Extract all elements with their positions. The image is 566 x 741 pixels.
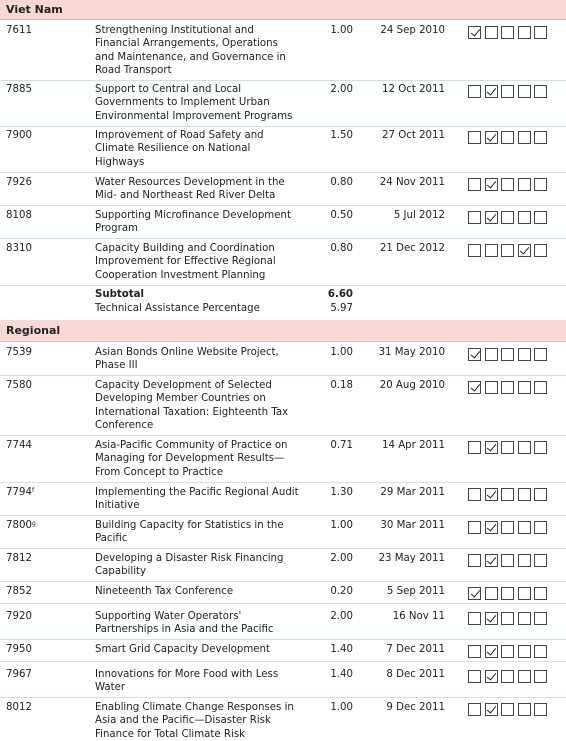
approval-date: 24 Sep 2010: [380, 25, 445, 36]
approval-date: 16 Nov 11: [392, 611, 445, 622]
empty-checkbox: [534, 26, 547, 39]
empty-checkbox: [534, 348, 547, 361]
project-number: 7920: [6, 611, 32, 622]
project-name: Capacity Building and Coordination Improvement for Effective Regional Cooperation Investment Planning: [95, 243, 276, 281]
checked-checkbox: [485, 521, 498, 534]
empty-checkbox: [534, 244, 547, 257]
table-row: [0, 610, 566, 640]
project-number: 7900: [6, 130, 32, 141]
checked-checkbox: [485, 670, 498, 683]
project-number: 7794$^f$: [6, 487, 35, 498]
empty-checkbox: [518, 85, 531, 98]
project-amount: 1.00: [330, 702, 353, 713]
project-name: Supporting Microfinance Development Program: [95, 210, 291, 235]
empty-checkbox: [468, 703, 481, 716]
empty-checkbox: [518, 554, 531, 567]
table-row: [0, 83, 566, 127]
project-name: Building Capacity for Statistics in the Pacific: [95, 520, 284, 545]
empty-checkbox: [518, 670, 531, 683]
project-number: 7539: [6, 347, 32, 358]
approval-date: 20 Aug 2010: [379, 380, 445, 391]
project-amount: 0.71: [330, 440, 353, 451]
project-name: Smart Grid Capacity Development: [95, 644, 271, 655]
empty-checkbox: [501, 645, 514, 658]
empty-checkbox: [518, 612, 531, 625]
table-row: [0, 519, 566, 549]
empty-checkbox: [534, 587, 547, 600]
approval-date: 14 Apr 2011: [382, 440, 445, 451]
empty-checkbox: [485, 348, 498, 361]
empty-checkbox: [501, 178, 514, 191]
project-name: Support to Central and Local Governments to Implement Urban Environmental Improvement Programs: [95, 84, 293, 122]
project-name: Asia-Pacific Community of Practice on Managing for Development Results—From Concept to Practice: [95, 440, 288, 478]
approval-date: 29 Mar 2011: [380, 487, 445, 498]
empty-checkbox: [518, 441, 531, 454]
empty-checkbox: [534, 488, 547, 501]
project-number: 8108: [6, 210, 32, 221]
checked-checkbox: [485, 178, 498, 191]
empty-checkbox: [485, 26, 498, 39]
status-checkboxes: [468, 131, 551, 144]
checked-checkbox: [485, 703, 498, 716]
project-name: Strengthening Institutional and Financial Arrangements, Operations and Maintenance, and Governance in Road Transport: [95, 25, 286, 77]
status-checkboxes: [468, 587, 551, 600]
approval-date: 7 Dec 2011: [386, 644, 445, 655]
empty-checkbox: [518, 348, 531, 361]
approval-date: 24 Nov 2011: [379, 177, 445, 188]
status-checkboxes: [468, 85, 551, 98]
empty-checkbox: [534, 554, 547, 567]
empty-checkbox: [468, 554, 481, 567]
empty-checkbox: [468, 521, 481, 534]
empty-checkbox: [501, 488, 514, 501]
empty-checkbox: [501, 703, 514, 716]
empty-checkbox: [468, 670, 481, 683]
empty-checkbox: [485, 587, 498, 600]
status-checkboxes: [468, 488, 551, 501]
table-row: [0, 668, 566, 698]
project-number: 8012: [6, 702, 32, 713]
empty-checkbox: [518, 381, 531, 394]
project-amount: 1.50: [330, 130, 353, 141]
empty-checkbox: [518, 178, 531, 191]
project-number: 7800$^g$: [6, 520, 36, 531]
empty-checkbox: [534, 645, 547, 658]
empty-checkbox: [501, 244, 514, 257]
empty-checkbox: [501, 26, 514, 39]
empty-checkbox: [501, 521, 514, 534]
checked-checkbox: [485, 554, 498, 567]
section-header-regional: [0, 320, 566, 342]
status-checkboxes: [468, 645, 551, 658]
approval-date: 21 Dec 2012: [379, 243, 445, 254]
status-checkboxes: [468, 26, 551, 39]
footnote-mark: f: [31, 487, 35, 494]
project-name: Supporting Water Operators' Partnerships in Asia and the Pacific: [95, 611, 274, 636]
empty-checkbox: [534, 441, 547, 454]
empty-checkbox: [501, 348, 514, 361]
table-row: [0, 346, 566, 376]
project-name: Enabling Climate Change Responses in Asia and the Pacific—Disaster Risk Finance for Total Climate Risk: [95, 702, 294, 740]
project-number: 7744: [6, 440, 32, 451]
status-checkboxes: [468, 211, 551, 224]
approval-date: 12 Oct 2011: [382, 84, 445, 95]
table-row: [0, 379, 566, 436]
empty-checkbox: [518, 521, 531, 534]
empty-checkbox: [501, 554, 514, 567]
status-checkboxes: [468, 348, 551, 361]
empty-checkbox: [468, 488, 481, 501]
empty-checkbox: [501, 381, 514, 394]
project-amount: 0.18: [330, 380, 353, 391]
empty-checkbox: [534, 131, 547, 144]
empty-checkbox: [518, 211, 531, 224]
status-checkboxes: [468, 554, 551, 567]
empty-checkbox: [468, 85, 481, 98]
status-checkboxes: [468, 441, 551, 454]
empty-checkbox: [485, 381, 498, 394]
checked-checkbox: [468, 26, 481, 39]
checked-checkbox: [518, 244, 531, 257]
approval-date: 31 May 2010: [378, 347, 445, 358]
project-amount: 2.00: [330, 553, 353, 564]
table-row: [0, 552, 566, 582]
project-amount: 1.00: [330, 520, 353, 531]
ta-percentage-value: 5.97: [330, 303, 353, 314]
empty-checkbox: [518, 645, 531, 658]
project-amount: 0.50: [330, 210, 353, 221]
empty-checkbox: [534, 85, 547, 98]
status-checkboxes: [468, 670, 551, 683]
project-name: Nineteenth Tax Conference: [95, 586, 234, 597]
empty-checkbox: [518, 131, 531, 144]
empty-checkbox: [534, 703, 547, 716]
checked-checkbox: [485, 131, 498, 144]
empty-checkbox: [518, 26, 531, 39]
project-name: Implementing the Pacific Regional Audit Initiative: [95, 487, 299, 512]
checked-checkbox: [485, 85, 498, 98]
project-number: 7885: [6, 84, 32, 95]
status-checkboxes: [468, 178, 551, 191]
ta-percentage-row: [0, 302, 566, 316]
project-number: 7580: [6, 380, 32, 391]
table-row: [0, 701, 566, 739]
approval-date: 23 May 2011: [378, 553, 445, 564]
empty-checkbox: [468, 131, 481, 144]
empty-checkbox: [501, 211, 514, 224]
empty-checkbox: [501, 612, 514, 625]
checked-checkbox: [468, 587, 481, 600]
section-title: Regional: [6, 324, 61, 337]
project-name: Developing a Disaster Risk Financing Capability: [95, 553, 284, 578]
subtotal-row: [0, 288, 566, 302]
project-number: 7812: [6, 553, 32, 564]
project-amount: 1.00: [330, 347, 353, 358]
project-name: Water Resources Development in the Mid- and Northeast Red River Delta: [95, 177, 285, 202]
approval-date: 27 Oct 2011: [382, 130, 445, 141]
project-number: 7926: [6, 177, 32, 188]
checked-checkbox: [485, 612, 498, 625]
footnote-mark: g: [31, 520, 36, 527]
status-checkboxes: [468, 521, 551, 534]
project-amount: 1.30: [330, 487, 353, 498]
empty-checkbox: [468, 211, 481, 224]
checked-checkbox: [468, 348, 481, 361]
approval-date: 8 Dec 2011: [386, 669, 445, 680]
project-name: Innovations for More Food with Less Water: [95, 669, 279, 694]
project-name: Improvement of Road Safety and Climate Resilience on National Highways: [95, 130, 264, 168]
status-checkboxes: [468, 381, 551, 394]
project-number: 8310: [6, 243, 32, 254]
empty-checkbox: [534, 612, 547, 625]
table-row: [0, 585, 566, 604]
project-number: 7611: [6, 25, 32, 36]
empty-checkbox: [534, 670, 547, 683]
empty-checkbox: [534, 211, 547, 224]
project-amount: 1.40: [330, 669, 353, 680]
status-checkboxes: [468, 612, 551, 625]
table-row: [0, 486, 566, 516]
status-checkboxes: [468, 703, 551, 716]
approval-date: 30 Mar 2011: [380, 520, 445, 531]
empty-checkbox: [468, 244, 481, 257]
empty-checkbox: [501, 670, 514, 683]
section-header-viet-nam: [0, 0, 566, 20]
project-amount: 2.00: [330, 611, 353, 622]
empty-checkbox: [534, 521, 547, 534]
project-amount: 0.20: [330, 586, 353, 597]
checked-checkbox: [485, 211, 498, 224]
ta-percentage-label: Technical Assistance Percentage: [95, 303, 260, 314]
checked-checkbox: [485, 488, 498, 501]
empty-checkbox: [534, 178, 547, 191]
table-row: [0, 209, 566, 239]
empty-checkbox: [468, 178, 481, 191]
approval-date: 5 Jul 2012: [393, 210, 445, 221]
project-amount: 0.80: [330, 177, 353, 188]
subtotal-value: 6.60: [327, 289, 353, 300]
project-number: 7967: [6, 669, 32, 680]
table-row: [0, 242, 566, 286]
project-name: Asian Bonds Online Website Project, Phase III: [95, 347, 279, 372]
empty-checkbox: [501, 131, 514, 144]
checked-checkbox: [485, 441, 498, 454]
project-number: 7852: [6, 586, 32, 597]
empty-checkbox: [501, 441, 514, 454]
project-name: Capacity Development of Selected Developing Member Countries on International Taxation: Eighteenth Tax Conference: [95, 380, 289, 432]
empty-checkbox: [501, 587, 514, 600]
project-amount: 0.80: [330, 243, 353, 254]
table-row: [0, 643, 566, 662]
approval-date: 5 Sep 2011: [386, 586, 445, 597]
project-amount: 2.00: [330, 84, 353, 95]
empty-checkbox: [468, 612, 481, 625]
empty-checkbox: [518, 488, 531, 501]
empty-checkbox: [534, 381, 547, 394]
empty-checkbox: [468, 441, 481, 454]
project-amount: 1.00: [330, 25, 353, 36]
table-row: [0, 439, 566, 483]
checked-checkbox: [485, 645, 498, 658]
empty-checkbox: [468, 645, 481, 658]
empty-checkbox: [485, 244, 498, 257]
project-number: 7950: [6, 644, 32, 655]
status-checkboxes: [468, 244, 551, 257]
empty-checkbox: [518, 703, 531, 716]
approval-date: 9 Dec 2011: [386, 702, 445, 713]
empty-checkbox: [518, 587, 531, 600]
subtotal-label: Subtotal: [95, 289, 144, 300]
table-row: [0, 24, 566, 81]
project-amount: 1.40: [330, 644, 353, 655]
section-title: Viet Nam: [6, 3, 63, 16]
table-row: [0, 129, 566, 173]
table-row: [0, 176, 566, 206]
checked-checkbox: [468, 381, 481, 394]
empty-checkbox: [501, 85, 514, 98]
